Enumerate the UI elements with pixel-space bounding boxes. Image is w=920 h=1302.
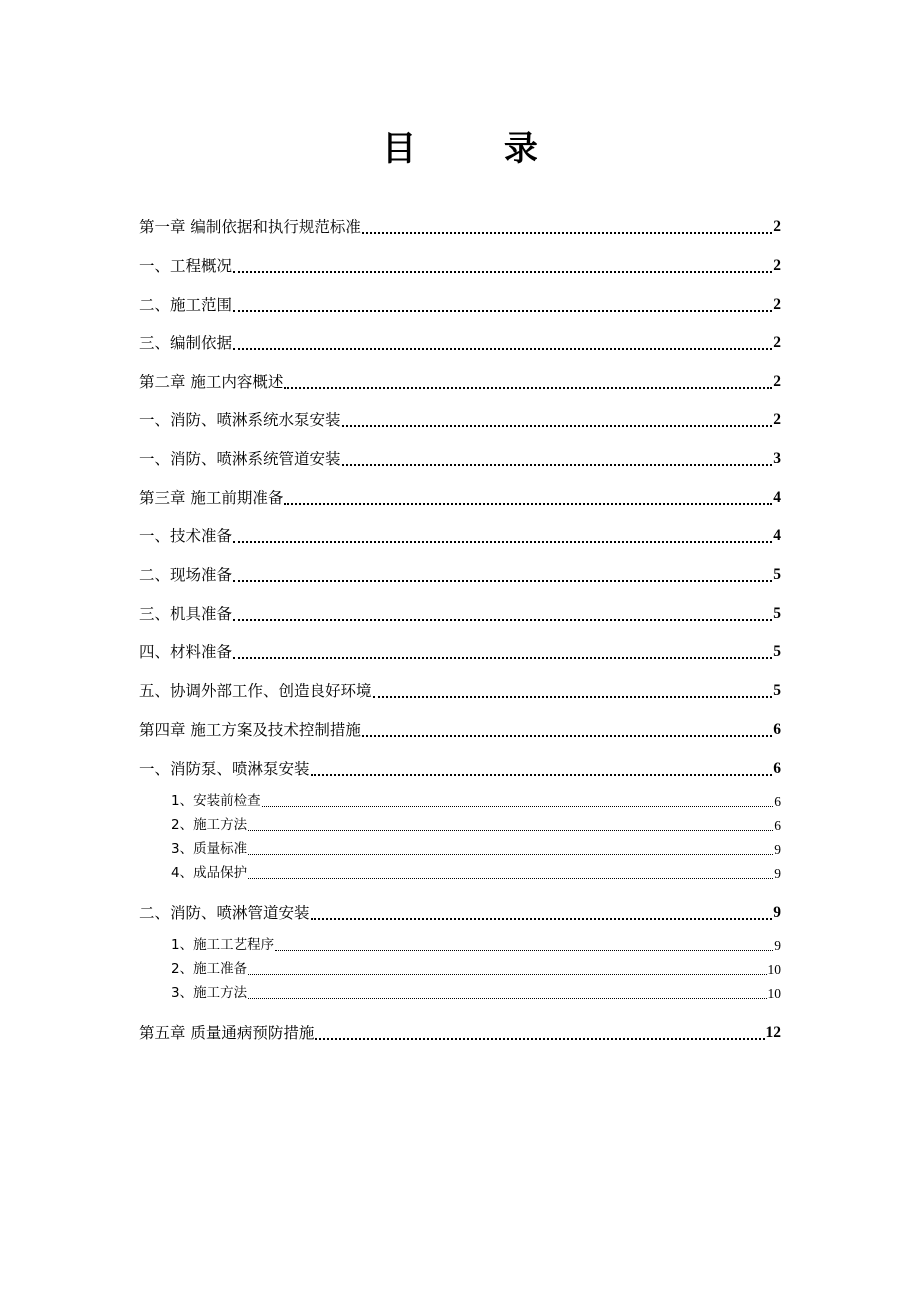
toc-entry[interactable]: [139, 641, 781, 663]
toc-leader-dots: [362, 216, 772, 238]
toc-entry[interactable]: [139, 294, 781, 316]
toc-entry[interactable]: [139, 1022, 781, 1044]
toc-entry-label: 2、施工方法: [171, 817, 248, 833]
toc-entry-page-number: 5: [773, 566, 781, 583]
toc-entry-page-number: 4: [773, 527, 781, 544]
toc-entry-label: 二、现场准备: [139, 566, 233, 584]
toc-entry[interactable]: [139, 255, 781, 277]
toc-entry-page-number: 6: [773, 760, 781, 777]
toc-entry-page-number: 2: [773, 334, 781, 351]
toc-entry-page-number: 10: [767, 962, 781, 977]
toc-leader-dots: [248, 960, 766, 979]
toc-entry[interactable]: [139, 409, 781, 431]
toc-entry-label: 第五章 质量通病预防措施: [139, 1024, 315, 1042]
toc-entry-page-number: 12: [765, 1024, 781, 1041]
toc-entry-page-number: 9: [774, 842, 781, 857]
toc-entry-label: 一、工程概况: [139, 257, 233, 275]
toc-entry-page-number: 6: [774, 794, 781, 809]
toc-leader-dots: [284, 371, 772, 393]
toc-entry-label: 1、施工工艺程序: [171, 937, 275, 953]
toc-entry-page-number: 2: [773, 218, 781, 235]
toc-entry-label: 一、消防、喷淋系统管道安装: [139, 450, 341, 468]
toc-entry[interactable]: [139, 902, 781, 924]
toc-entry-page-number: 5: [773, 643, 781, 660]
toc-leader-dots: [342, 448, 773, 470]
toc-leader-dots: [315, 1022, 764, 1044]
toc-entry[interactable]: [139, 680, 781, 702]
toc-entry[interactable]: [171, 984, 781, 1003]
toc-entry[interactable]: [171, 864, 781, 883]
toc-leader-dots: [233, 641, 772, 663]
toc-entry-page-number: 6: [774, 818, 781, 833]
toc-entry[interactable]: [139, 603, 781, 625]
toc-entry-label: 三、编制依据: [139, 334, 233, 352]
toc-entry-label: 2、施工准备: [171, 961, 248, 977]
toc-entry-label: 五、协调外部工作、创造良好环境: [139, 682, 372, 700]
toc-entry-label: 3、施工方法: [171, 985, 248, 1001]
toc-entry-label: 3、质量标准: [171, 841, 248, 857]
toc-entry[interactable]: [139, 448, 781, 470]
toc-leader-dots: [284, 487, 772, 509]
toc-entry[interactable]: [139, 564, 781, 586]
toc-entry-page-number: 3: [773, 450, 781, 467]
toc-leader-dots: [233, 255, 772, 277]
page-title: 目 录: [382, 129, 576, 169]
toc-leader-dots: [233, 564, 772, 586]
toc-entry[interactable]: [171, 936, 781, 955]
toc-leader-dots: [248, 840, 773, 859]
toc-entry-page-number: 10: [767, 986, 781, 1001]
toc-leader-dots: [311, 902, 773, 924]
toc-leader-dots: [248, 984, 766, 1003]
toc-entry-label: 一、技术准备: [139, 527, 233, 545]
toc-leader-dots: [262, 792, 774, 811]
toc-entry-label: 4、成品保护: [171, 865, 248, 881]
toc-entry-page-number: 2: [773, 411, 781, 428]
toc-entry-page-number: 4: [773, 489, 781, 506]
toc-entry[interactable]: [139, 525, 781, 547]
toc-entry[interactable]: [139, 216, 781, 238]
toc-entry-page-number: 9: [774, 938, 781, 953]
toc-entry-label: 1、安装前检查: [171, 793, 261, 809]
toc-leader-dots: [362, 719, 772, 741]
toc-entry-page-number: 6: [773, 721, 781, 738]
toc-entry[interactable]: [139, 332, 781, 354]
toc-leader-dots: [233, 603, 772, 625]
toc-entry-page-number: 2: [773, 296, 781, 313]
toc-leader-dots: [275, 936, 773, 955]
toc-entry-page-number: 9: [773, 904, 781, 921]
toc-entry[interactable]: [171, 840, 781, 859]
toc-entry[interactable]: [139, 371, 781, 393]
toc-leader-dots: [342, 409, 773, 431]
toc-leader-dots: [373, 680, 773, 702]
toc-entry[interactable]: [139, 719, 781, 741]
toc-entry-label: 二、消防、喷淋管道安装: [139, 904, 310, 922]
toc-entry-label: 第三章 施工前期准备: [139, 489, 284, 507]
toc-entry-label: 第一章 编制依据和执行规范标准: [139, 218, 361, 236]
toc-entry-page-number: 5: [773, 682, 781, 699]
toc-leader-dots: [248, 816, 773, 835]
toc-entry-label: 二、施工范围: [139, 296, 233, 314]
toc-leader-dots: [248, 864, 773, 883]
toc-entry[interactable]: [171, 792, 781, 811]
toc-leader-dots: [311, 758, 773, 780]
toc-entry[interactable]: [171, 816, 781, 835]
toc-entry-label: 一、消防、喷淋系统水泵安装: [139, 411, 341, 429]
toc-entry-page-number: 2: [773, 373, 781, 390]
toc-entry-label: 四、材料准备: [139, 643, 233, 661]
toc-entry[interactable]: [171, 960, 781, 979]
toc-entry-page-number: 5: [773, 605, 781, 622]
toc-entry[interactable]: [139, 758, 781, 780]
toc-entry[interactable]: [139, 487, 781, 509]
toc-entry-page-number: 2: [773, 257, 781, 274]
toc-entry-label: 一、消防泵、喷淋泵安装: [139, 760, 310, 778]
toc-entry-label: 三、机具准备: [139, 605, 233, 623]
toc-entry-page-number: 9: [774, 866, 781, 881]
toc-entry-label: 第二章 施工内容概述: [139, 373, 284, 391]
toc-leader-dots: [233, 525, 772, 547]
toc-leader-dots: [233, 294, 772, 316]
toc-leader-dots: [233, 332, 772, 354]
toc-entry-label: 第四章 施工方案及技术控制措施: [139, 721, 361, 739]
